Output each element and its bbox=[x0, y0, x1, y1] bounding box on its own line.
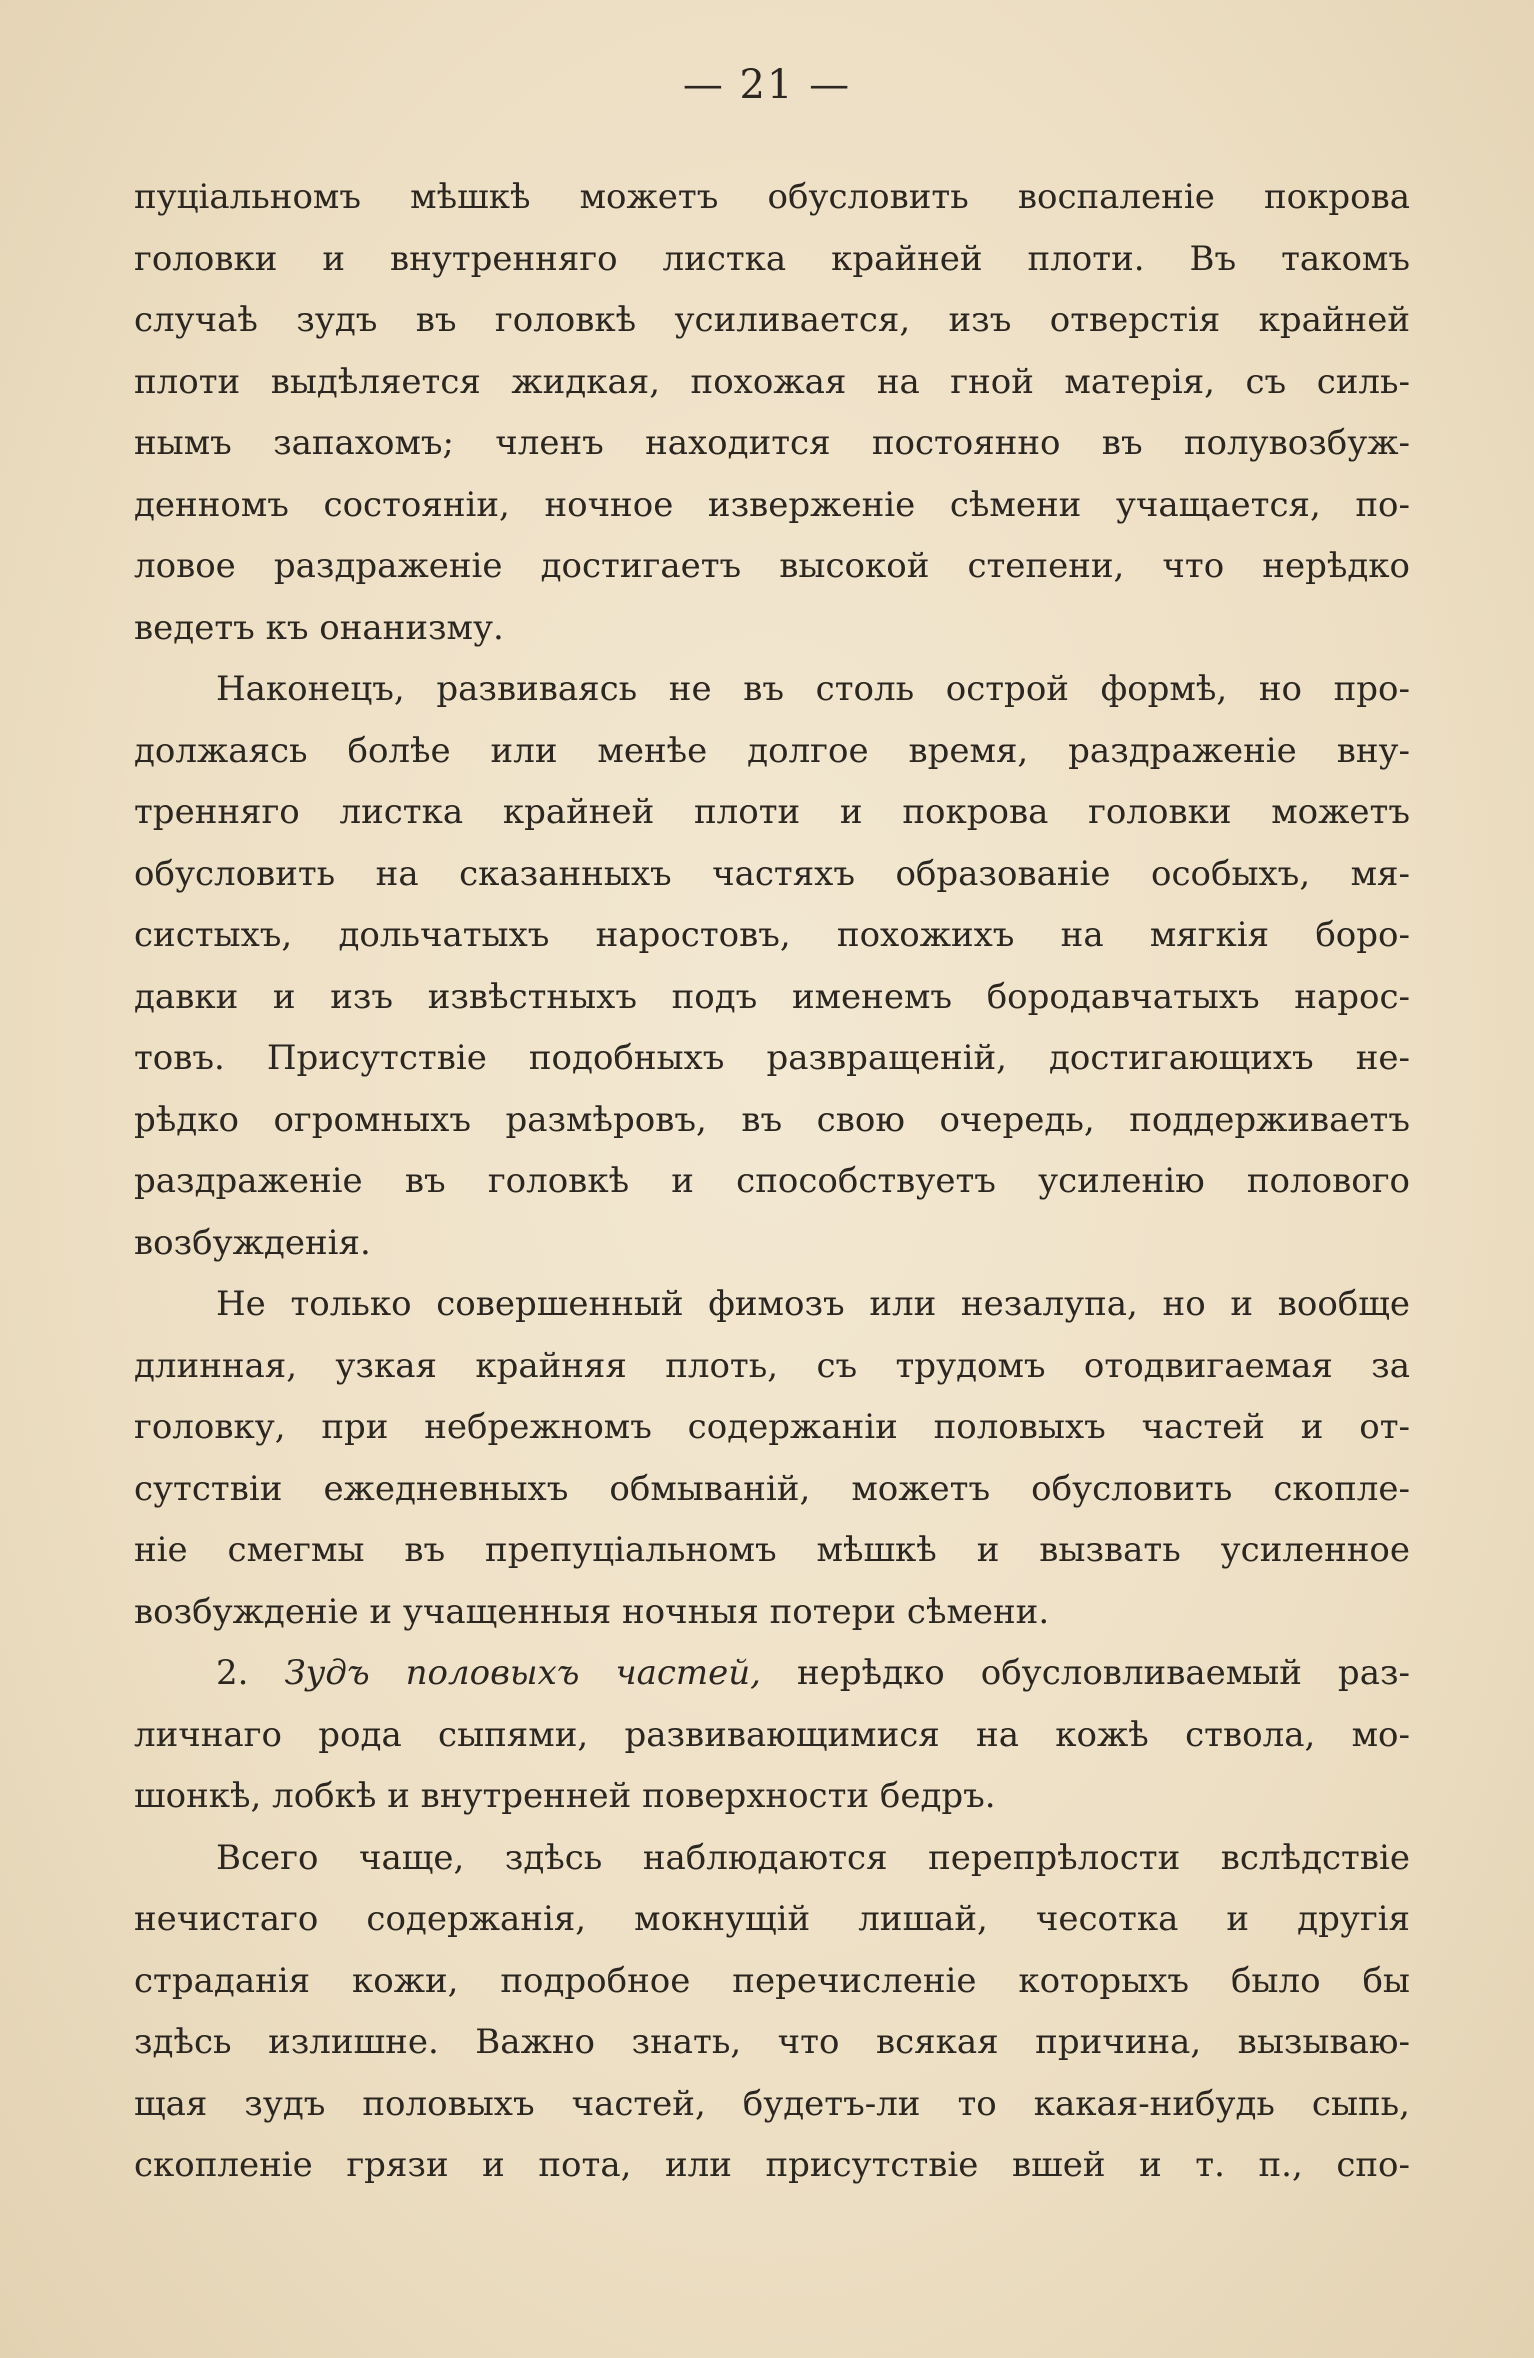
text-line: систыхъ, дольчатыхъ наростовъ, похожихъ на мягкія боро- bbox=[134, 915, 1410, 955]
text-line: возбужденія. bbox=[134, 1222, 371, 1263]
item-first-line-text: нерѣдко обусловливаемый раз- bbox=[797, 1653, 1410, 1693]
text-line: нечистаго содержанія, мокнущій лишай, чесотка и другія bbox=[134, 1899, 1410, 1939]
text-line: товъ. Присутствіе подобныхъ развращеній, достигающихъ не- bbox=[134, 1038, 1410, 1078]
text-line: давки и изъ извѣстныхъ подъ именемъ бородавчатыхъ нарос- bbox=[134, 976, 1410, 1017]
text-line: плоти выдѣляется жидкая, похожая на гной матерія, съ силь- bbox=[134, 361, 1410, 402]
text-line bbox=[134, 1643, 1410, 1705]
text-line: щая зудъ половыхъ частей, будетъ-ли то какая-нибудь сыпь, bbox=[134, 2083, 1410, 2124]
paragraph-numbered-item bbox=[134, 1643, 1410, 1828]
text-line: возбужденіе и учащенныя ночныя потери сѣмени. bbox=[134, 1591, 1050, 1632]
paragraph bbox=[134, 1274, 1410, 1643]
text-line: рѣдко огромныхъ размѣровъ, въ свою очередь, поддерживаетъ bbox=[134, 1099, 1410, 1140]
text-line: должаясь болѣе или менѣе долгое время, раздраженіе вну- bbox=[134, 730, 1410, 771]
text-line: Не только совершенный фимозъ или незалупа, но и вообще bbox=[216, 1284, 1410, 1324]
text-line: Всего чаще, здѣсь наблюдаются перепрѣлости вслѣдствіе bbox=[216, 1837, 1410, 1878]
text-line: длинная, узкая крайняя плоть, съ трудомъ отодвигаемая за bbox=[134, 1345, 1410, 1386]
paragraph bbox=[134, 1828, 1410, 2197]
text-line: раздраженіе въ головкѣ и способствуетъ усиленію полового bbox=[134, 1161, 1410, 1201]
paragraph bbox=[134, 659, 1410, 1274]
text-line: страданія кожи, подробное перечисленіе которыхъ было бы bbox=[134, 1960, 1410, 2001]
item-heading: Зудъ половыхъ частей, bbox=[284, 1653, 761, 1693]
page-number: — 21 — bbox=[682, 62, 852, 108]
text-line: ловое раздраженіе достигаетъ высокой степени, что нерѣдко bbox=[134, 546, 1410, 586]
item-number: 2. bbox=[216, 1653, 249, 1693]
text-line: головки и внутренняго листка крайней плоти. Въ такомъ bbox=[134, 238, 1410, 279]
text-line: случаѣ зудъ въ головкѣ усиливается, изъ отверстія крайней bbox=[134, 300, 1410, 340]
text-line: пуціальномъ мѣшкѣ можетъ обусловить воспаленіе покрова bbox=[134, 177, 1410, 217]
text-line: личнаго рода сыпями, развивающимися на кожѣ ствола, мо- bbox=[134, 1714, 1410, 1755]
text-line: нымъ запахомъ; членъ находится постоянно въ полувозбуж- bbox=[134, 423, 1410, 463]
text-line: скопленіе грязи и пота, или присутствіе вшей и т. п., спо- bbox=[134, 2145, 1410, 2185]
text-line: здѣсь излишне. Важно знать, что всякая причина, вызываю- bbox=[134, 2022, 1410, 2062]
text-line: обусловить на сказанныхъ частяхъ образованіе особыхъ, мя- bbox=[134, 853, 1410, 894]
paragraph bbox=[134, 167, 1410, 659]
text-line: головку, при небрежномъ содержаніи половыхъ частей и от- bbox=[134, 1407, 1410, 1447]
text-line: шонкѣ, лобкѣ и внутренней поверхности бедръ. bbox=[134, 1776, 996, 1816]
text-line: Наконецъ, развиваясь не въ столь острой формѣ, но про- bbox=[216, 669, 1410, 709]
text-line: ведетъ къ онанизму. bbox=[134, 607, 504, 648]
text-line: денномъ состояніи, ночное изверженіе сѣмени учащается, по- bbox=[134, 484, 1410, 525]
text-line: ніе смегмы въ препуціальномъ мѣшкѣ и вызвать усиленное bbox=[134, 1530, 1410, 1570]
text-line: тренняго листка крайней плоти и покрова головки можетъ bbox=[134, 792, 1410, 832]
body-text bbox=[134, 167, 1410, 2197]
text-line: сутствіи ежедневныхъ обмываній, можетъ обусловить скопле- bbox=[134, 1468, 1410, 1509]
